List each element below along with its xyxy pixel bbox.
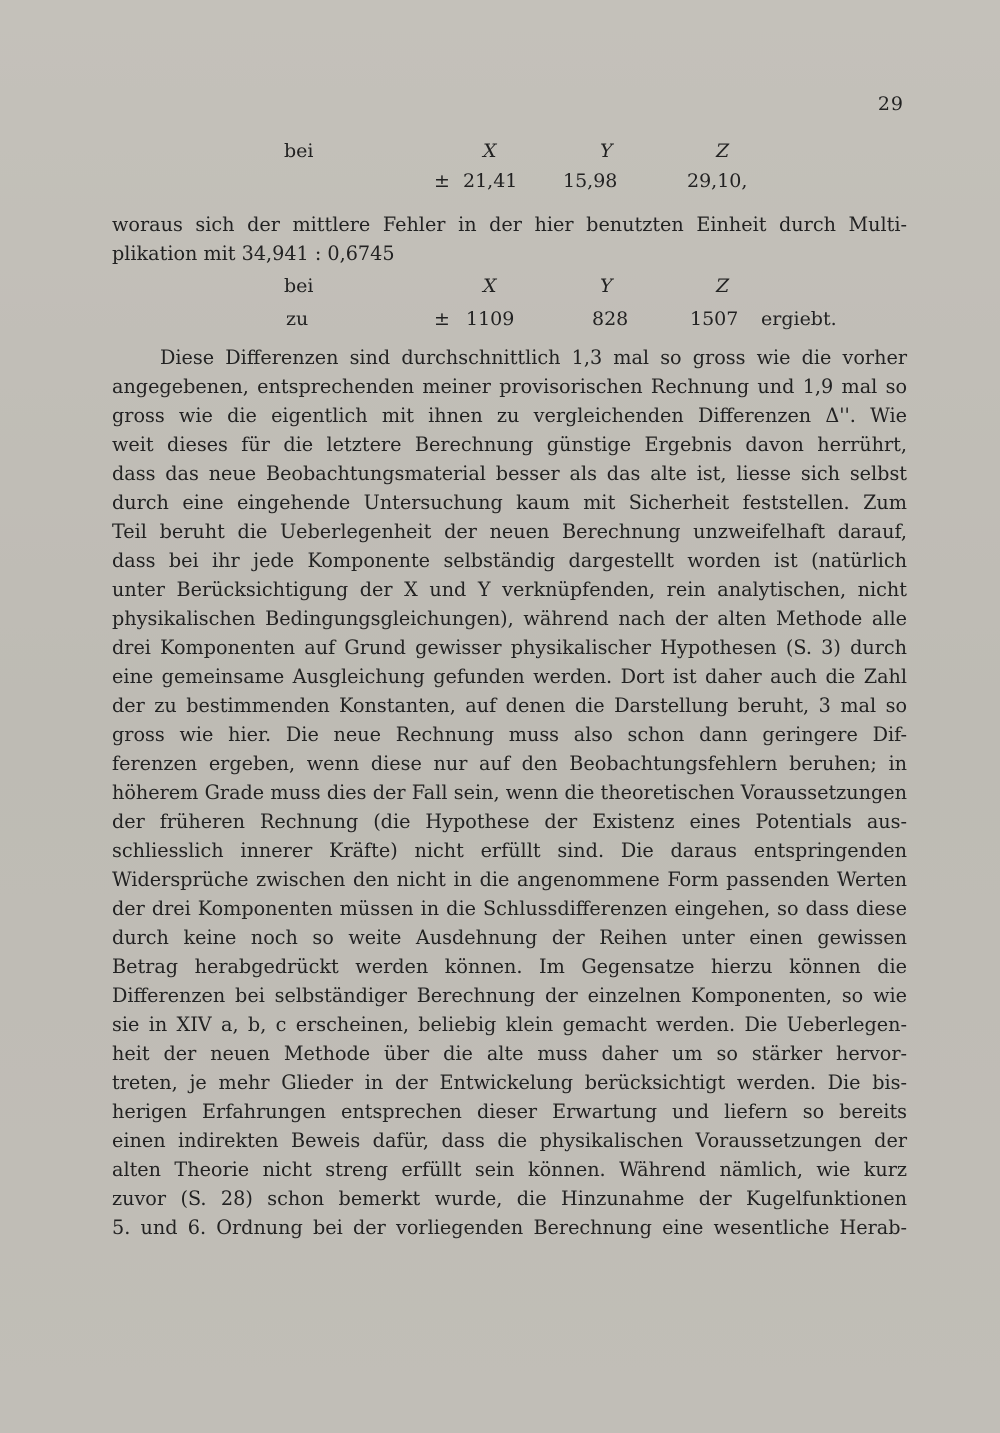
body-line-26: treten, je mehr Glieder in der Entwickelung berücksichtigt werden. Die bis- <box>112 1071 907 1094</box>
body-line-7: Teil beruht die Ueberlegenheit der neuen Berechnung unzweifelhaft darauf, <box>112 520 907 543</box>
body-line-12: eine gemeinsame Ausgleichung gefunden werden. Dort ist daher auch die Zahl <box>112 665 907 688</box>
body-line-14: gross wie hier. Die neue Rechnung muss also schon dann geringere Dif- <box>112 723 907 746</box>
table1-header-z: Z <box>716 140 730 162</box>
table2-value-x: 1109 <box>466 308 515 330</box>
body-line-9: unter Berücksichtigung der X und Y verknüpfenden, rein analytischen, nicht <box>112 578 907 601</box>
body-line-19: Widersprüche zwischen den nicht in die angenommene Form passenden Werten <box>112 868 907 891</box>
intro-line-2: plikation mit 34,941 : 0,6745 <box>112 242 395 265</box>
body-line-10: physikalischen Bedingungsgleichungen), während nach der alten Methode alle <box>112 607 907 630</box>
body-line-15: ferenzen ergeben, wenn diese nur auf den Beobachtungsfehlern beruhen; in <box>112 752 907 775</box>
table1-value-x: 21,41 <box>463 170 518 192</box>
body-line-16: höherem Grade muss dies der Fall sein, wenn die theoretischen Voraussetzungen <box>112 781 907 804</box>
table2-plus-minus: ± <box>434 308 450 330</box>
body-line-27: herigen Erfahrungen entsprechen dieser Erwartung und liefern so bereits <box>112 1100 907 1123</box>
body-line-29: alten Theorie nicht streng erfüllt sein können. Während nämlich, wie kurz <box>112 1158 907 1181</box>
body-line-25: heit der neuen Methode über die alte muss daher um so stärker hervor- <box>112 1042 907 1065</box>
body-line-24: sie in XIV a, b, c erscheinen, beliebig klein gemacht werden. Die Ueberlegen- <box>112 1013 907 1036</box>
page-number: 29 <box>877 93 904 115</box>
table2-suffix: ergiebt. <box>761 308 837 330</box>
table1-header-row <box>0 140 1000 170</box>
table2-value-z: 1507 <box>690 308 739 330</box>
body-line-17: der früheren Rechnung (die Hypothese der Existenz eines Potentials aus- <box>112 810 907 833</box>
body-line-20: der drei Komponenten müssen in die Schlussdifferenzen eingehen, so dass diese <box>112 897 907 920</box>
table1-plus-minus: ± <box>434 170 450 192</box>
table2-header-y: Y <box>600 275 613 297</box>
table1-value-z: 29,10, <box>687 170 748 192</box>
table1-value-y: 15,98 <box>563 170 618 192</box>
body-line-23: Differenzen bei selbständiger Berechnung der einzelnen Komponenten, so wie <box>112 984 907 1007</box>
table1-header-label: bei <box>284 140 314 162</box>
table1-header-x: X <box>483 140 497 162</box>
body-line-28: einen indirekten Beweis dafür, dass die physikalischen Voraussetzungen der <box>112 1129 907 1152</box>
body-line-31: 5. und 6. Ordnung bei der vorliegenden Berechnung eine wesentliche Herab- <box>112 1216 907 1239</box>
body-line-4: weit dieses für die letztere Berechnung günstige Ergebnis davon herrührt, <box>112 433 907 456</box>
body-line-21: durch keine noch so weite Ausdehnung der Reihen unter einen gewissen <box>112 926 907 949</box>
table2-values-label: zu <box>286 308 309 330</box>
table2-values-row <box>0 308 1000 338</box>
body-line-5: dass das neue Beobachtungsmaterial besser als das alte ist, liesse sich selbst <box>112 462 907 485</box>
body-line-13: der zu bestimmenden Konstanten, auf denen die Darstellung beruht, 3 mal so <box>112 694 907 717</box>
body-line-2: angegebenen, entsprechenden meiner provisorischen Rechnung und 1,9 mal so <box>112 375 907 398</box>
body-line-3: gross wie die eigentlich mit ihnen zu vergleichenden Differenzen Δ''. Wie <box>112 404 907 427</box>
body-line-11: drei Komponenten auf Grund gewisser physikalischer Hypothesen (S. 3) durch <box>112 636 907 659</box>
body-line-6: durch eine eingehende Untersuchung kaum mit Sicherheit feststellen. Zum <box>112 491 907 514</box>
table2-header-row <box>0 275 1000 305</box>
body-line-30: zuvor (S. 28) schon bemerkt wurde, die Hinzunahme der Kugelfunktionen <box>112 1187 907 1210</box>
table1-header-y: Y <box>600 140 613 162</box>
table2-header-x: X <box>483 275 497 297</box>
table2-header-label: bei <box>284 275 314 297</box>
body-line-18: schliesslich innerer Kräfte) nicht erfüllt sind. Die daraus entspringenden <box>112 839 907 862</box>
intro-line-1: woraus sich der mittlere Fehler in der hier benutzten Einheit durch Multi- <box>112 213 907 236</box>
body-line-8: dass bei ihr jede Komponente selbständig dargestellt worden ist (natürlich <box>112 549 907 572</box>
table2-header-z: Z <box>716 275 730 297</box>
table1-values-row <box>0 170 1000 200</box>
table2-value-y: 828 <box>592 308 629 330</box>
body-line-1: Diese Differenzen sind durchschnittlich 1,3 mal so gross wie die vorher <box>160 346 907 369</box>
body-line-22: Betrag herabgedrückt werden können. Im Gegensatze hierzu können die <box>112 955 907 978</box>
